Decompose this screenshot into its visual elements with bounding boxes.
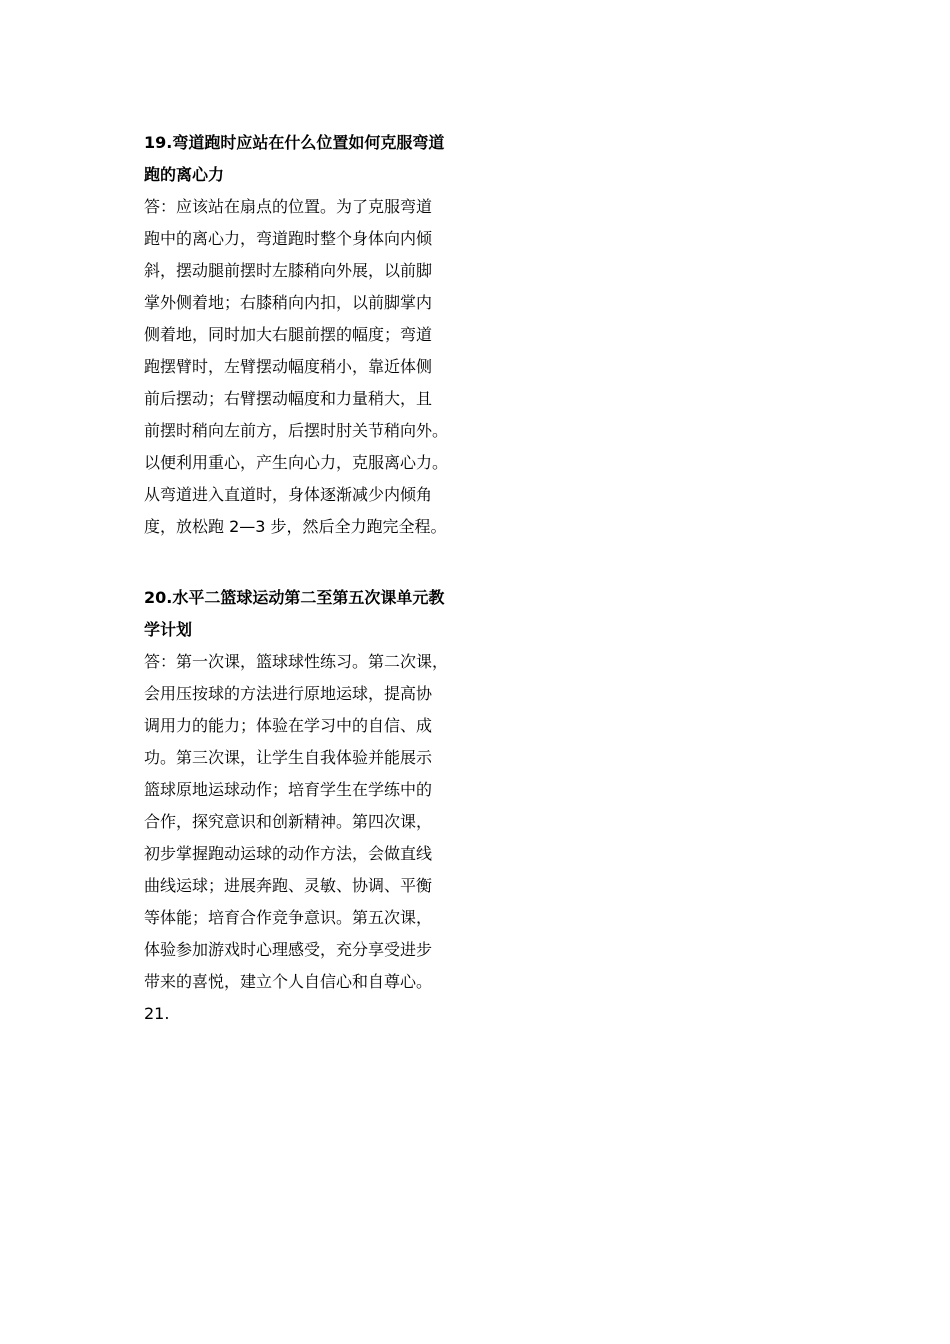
question-20-answer-line-2: 会用压按球的方法进行原地运球，提高协 — [144, 684, 433, 703]
question-20-answer-line-5: 篮球原地运球动作；培育学生在学练中的 — [144, 780, 433, 799]
question-19-title-line-2: 跑的离心力 — [144, 165, 225, 184]
question-20-answer-line-6: 合作，探究意识和创新精神。第四次课， — [144, 812, 433, 831]
question-19-answer-line-1: 答：应该站在扇点的位置。为了克服弯道 — [144, 197, 433, 216]
question-19-title-line-1: 19.弯道跑时应站在什么位置如何克服弯道 — [144, 133, 445, 152]
question-21-label: 21. — [144, 1004, 170, 1023]
question-20-answer-line-8: 曲线运球；进展奔跑、灵敏、协调、平衡 — [144, 876, 433, 895]
question-20-answer-line-1: 答：第一次课，篮球球性练习。第二次课， — [144, 652, 449, 671]
question-20-answer-line-4: 功。第三次课，让学生自我体验并能展示 — [144, 748, 433, 767]
question-19-answer-line-3: 斜，摆动腿前摆时左膝稍向外展，以前脚 — [144, 261, 433, 280]
question-20-answer-line-3: 调用力的能力；体验在学习中的自信、成 — [144, 716, 433, 735]
question-19-answer-line-7: 前后摆动；右臂摆动幅度和力量稍大，且 — [144, 389, 433, 408]
question-19-answer-line-11: 度，放松跑 2—3 步，然后全力跑完全程。 — [144, 517, 447, 536]
question-20-title-line-1: 20.水平二篮球运动第二至第五次课单元教 — [144, 588, 445, 607]
question-20-answer-line-9: 等体能；培育合作竞争意识。第五次课， — [144, 908, 433, 927]
question-20-answer-line-11: 带来的喜悦，建立个人自信心和自尊心。 — [144, 972, 433, 991]
question-20 — [144, 582, 474, 998]
question-19-answer-line-5: 侧着地，同时加大右腿前摆的幅度；弯道 — [144, 325, 433, 344]
question-20-answer-line-7: 初步掌握跑动运球的动作方法，会做直线 — [144, 844, 433, 863]
question-19-answer-line-2: 跑中的离心力，弯道跑时整个身体向内倾 — [144, 229, 433, 248]
question-19-answer-line-10: 从弯道进入直道时，身体逐渐减少内倾角 — [144, 485, 433, 504]
question-20-title-line-2: 学计划 — [144, 620, 193, 639]
question-19-answer-line-9: 以便利用重心，产生向心力，克服离心力。 — [144, 453, 449, 472]
question-20-answer-line-10: 体验参加游戏时心理感受，充分享受进步 — [144, 940, 433, 959]
document-page — [144, 127, 474, 1030]
question-19-answer-line-6: 跑摆臂时，左臂摆动幅度稍小，靠近体侧 — [144, 357, 433, 376]
question-19 — [144, 127, 474, 543]
question-19-answer-line-4: 掌外侧着地；右膝稍向内扣，以前脚掌内 — [144, 293, 433, 312]
section-spacer — [144, 543, 474, 582]
question-19-answer-line-8: 前摆时稍向左前方，后摆时肘关节稍向外。 — [144, 421, 449, 440]
